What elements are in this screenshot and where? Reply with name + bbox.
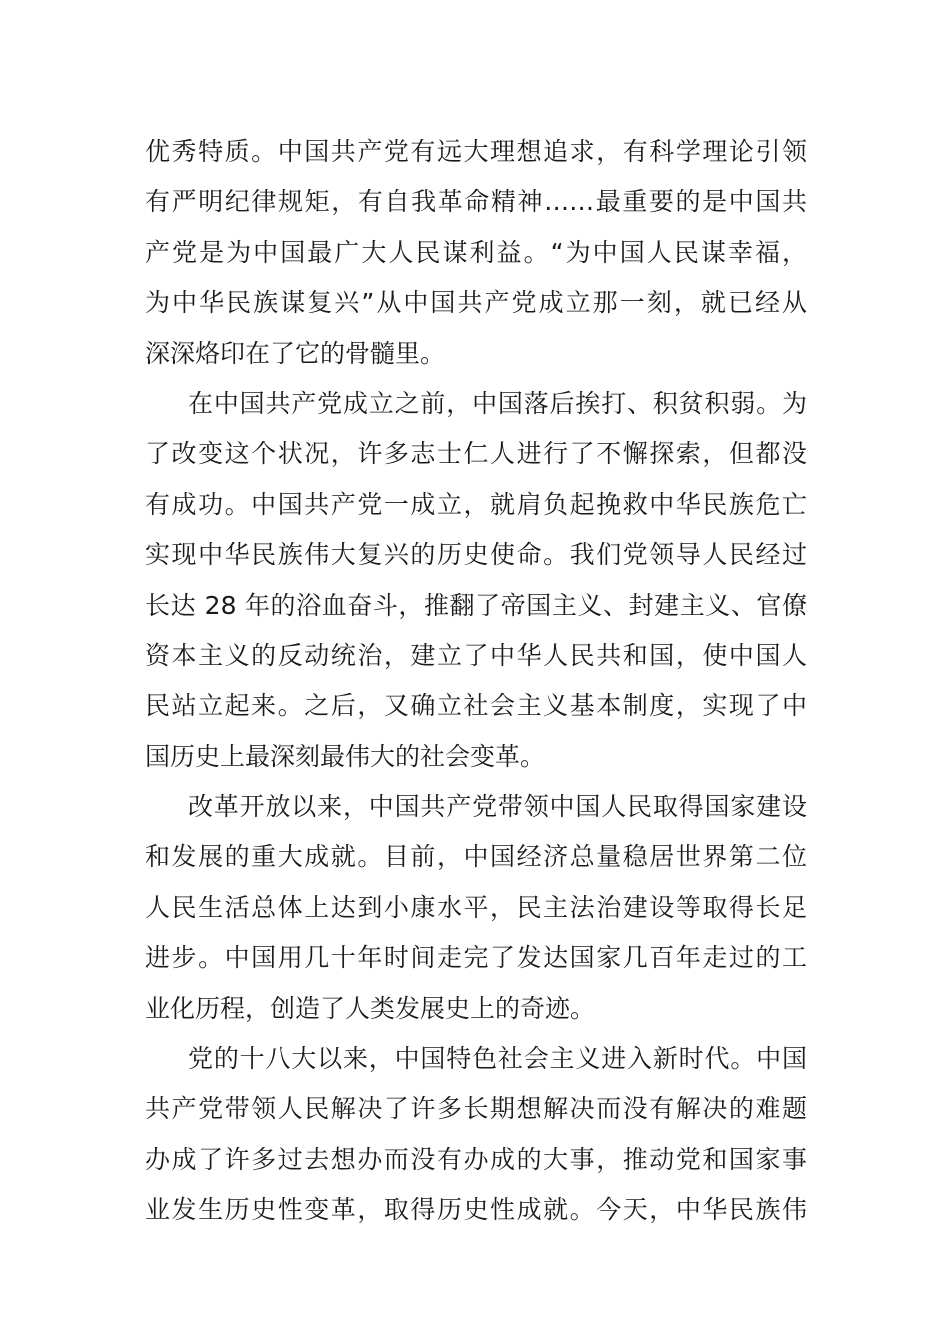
text-line: 优秀特质。中国共产党有远大理想追求，有科学理论引领 [145, 137, 807, 166]
text-line: 深深烙印在了它的骨髓里。 [145, 338, 446, 368]
text-line: 和发展的重大成就。目前，中国经济总量稳居世界第二位 [145, 842, 807, 872]
paragraph-first-line: 在中国共产党成立之前，中国落后挨打、积贫积弱。为 [188, 388, 807, 418]
text-line: 为中华民族谋复兴”从中国共产党成立那一刻，就已经从 [145, 288, 807, 318]
text-line: 国历史上最深刻最伟大的社会变革。 [145, 741, 546, 771]
paragraph-first-line: 党的十八大以来，中国特色社会主义进入新时代。中国 [188, 1044, 807, 1074]
text-line: 实现中华民族伟大复兴的历史使命。我们党领导人民经过 [145, 540, 807, 570]
text-line: 有成功。中国共产党一成立，就肩负起挽救中华民族危亡 [145, 489, 807, 519]
text-line: 业化历程，创造了人类发展史上的奇迹。 [145, 993, 596, 1023]
text-line: 了改变这个状况，许多志士仁人进行了不懈探索，但都没 [145, 439, 807, 469]
text-line: 有严明纪律规矩，有自我革命精神……最重要的是中国共 [145, 187, 807, 217]
paragraph-first-line: 改革开放以来，中国共产党带领中国人民取得国家建设 [188, 792, 807, 822]
text-line: 资本主义的反动统治，建立了中华人民共和国，使中国人 [145, 640, 807, 670]
text-line: 业发生历史性变革，取得历史性成就。今天，中华民族伟 [145, 1195, 807, 1225]
text-line: 民站立起来。之后，又确立社会主义基本制度，实现了中 [145, 691, 807, 721]
text-line: 办成了许多过去想办而没有办成的大事，推动党和国家事 [145, 1144, 807, 1174]
text-line: 共产党带领人民解决了许多长期想解决而没有解决的难题 [145, 1094, 807, 1124]
text-line: 进步。中国用几十年时间走完了发达国家几百年走过的工 [145, 943, 807, 973]
text-line: 长达 28 年的浴血奋斗，推翻了帝国主义、封建主义、官僚 [145, 590, 807, 620]
text-line: 人民生活总体上达到小康水平，民主法治建设等取得长足 [145, 892, 807, 922]
body-text [145, 127, 807, 1236]
text-line: 产党是为中国最广大人民谋利益。“为中国人民谋幸福， [145, 237, 807, 267]
